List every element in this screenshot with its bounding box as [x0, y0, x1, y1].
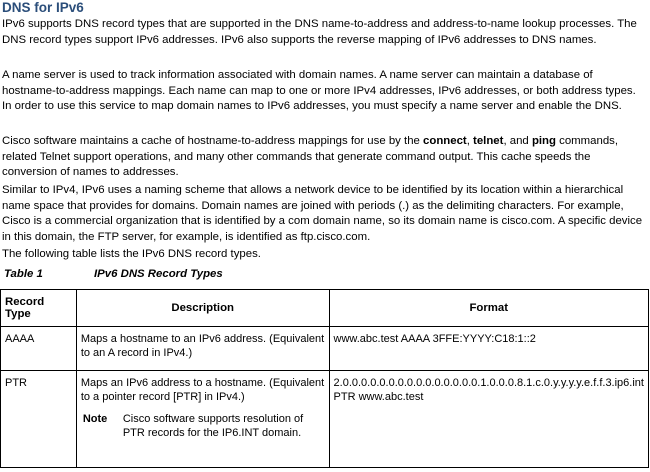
- cell-format: 2.0.0.0.0.0.0.0.0.0.0.0.0.0.0.0.1.0.0.0.8.1.c.0.y.y.y.y.e.f.f.3.ip6.int PTR www.abc.test: [329, 371, 648, 468]
- table-caption-number: Table 1: [4, 268, 43, 280]
- paragraph-cache-text-end: commands, related Telnet support operations, and many other commands that generate command output. This cache speeds the conversion of names to addresses.: [2, 135, 619, 178]
- cell-format: www.abc.test AAAA 3FFE:YYYY:C18:1::2: [329, 327, 648, 371]
- cell-description: [76, 371, 329, 468]
- paragraph-naming-scheme: Similar to IPv4, IPv6 uses a naming scheme that allows a network device to be identified by its location within a hierarchical name space that provides for domains. Domain names are joined with periods (.) as the delimiting characters. For example, Cisco is a commercial organization that is identified by a com domain name, so its domain name is cisco.com. A specific device in this domain, the FTP server, for example, is identified as ftp.cisco.com.: [2, 184, 643, 243]
- note-block: [81, 412, 325, 440]
- header-format: Format: [329, 290, 648, 327]
- separator: , and: [503, 135, 532, 147]
- header-description: Description: [76, 290, 329, 327]
- command-ping: ping: [531, 135, 556, 147]
- command-connect: connect: [423, 135, 467, 147]
- table-row-aaaa: [1, 327, 649, 371]
- separator: ,: [466, 135, 474, 147]
- cell-record-type: PTR: [1, 371, 77, 468]
- table-row-ptr: [1, 371, 649, 468]
- table-header-row: [1, 290, 649, 327]
- paragraph-cache-text-start: Cisco software maintains a cache of hostname-to-address mappings for use by the: [2, 135, 424, 147]
- paragraph-name-server: A name server is used to track information associated with domain names. A name server can maintain a database of hostname-to-address mappings. Each name can map to one or more IPv4 addresses, IPv6 addresses, or both address types. In order to use this service to map domain names to IPv6 addresses, you must specify a name server and enable the DNS.: [2, 69, 636, 112]
- table-caption: [4, 268, 223, 280]
- paragraph-cache: [2, 134, 648, 181]
- paragraph-dns-record-types: IPv6 supports DNS record types that are supported in the DNS name-to-address and address-to-name lookup processes. The DNS record types support IPv6 addresses. IPv6 also supports the reverse mapping of IPv6 addresses to DNS names.: [2, 18, 637, 46]
- cell-record-type: AAAA: [1, 327, 77, 371]
- cell-description: Maps a hostname to an IPv6 address. (Equivalent to an A record in IPv4.): [76, 327, 329, 371]
- header-record-type: Record Type: [1, 290, 77, 327]
- command-telnet: telnet: [473, 135, 504, 147]
- cell-description-text: Maps an IPv6 address to a hostname. (Equivalent to a pointer record [PTR] in IPv4.): [80, 377, 325, 403]
- table-caption-title: IPv6 DNS Record Types: [94, 268, 223, 280]
- page-title: DNS for IPv6: [2, 0, 84, 15]
- paragraph-table-intro: The following table lists the IPv6 DNS record types.: [2, 248, 261, 260]
- note-text: Cisco software supports resolution of PTR records for the IP6.INT domain.: [122, 413, 304, 439]
- dns-record-types-table: [0, 289, 649, 468]
- note-label: Note: [82, 413, 108, 425]
